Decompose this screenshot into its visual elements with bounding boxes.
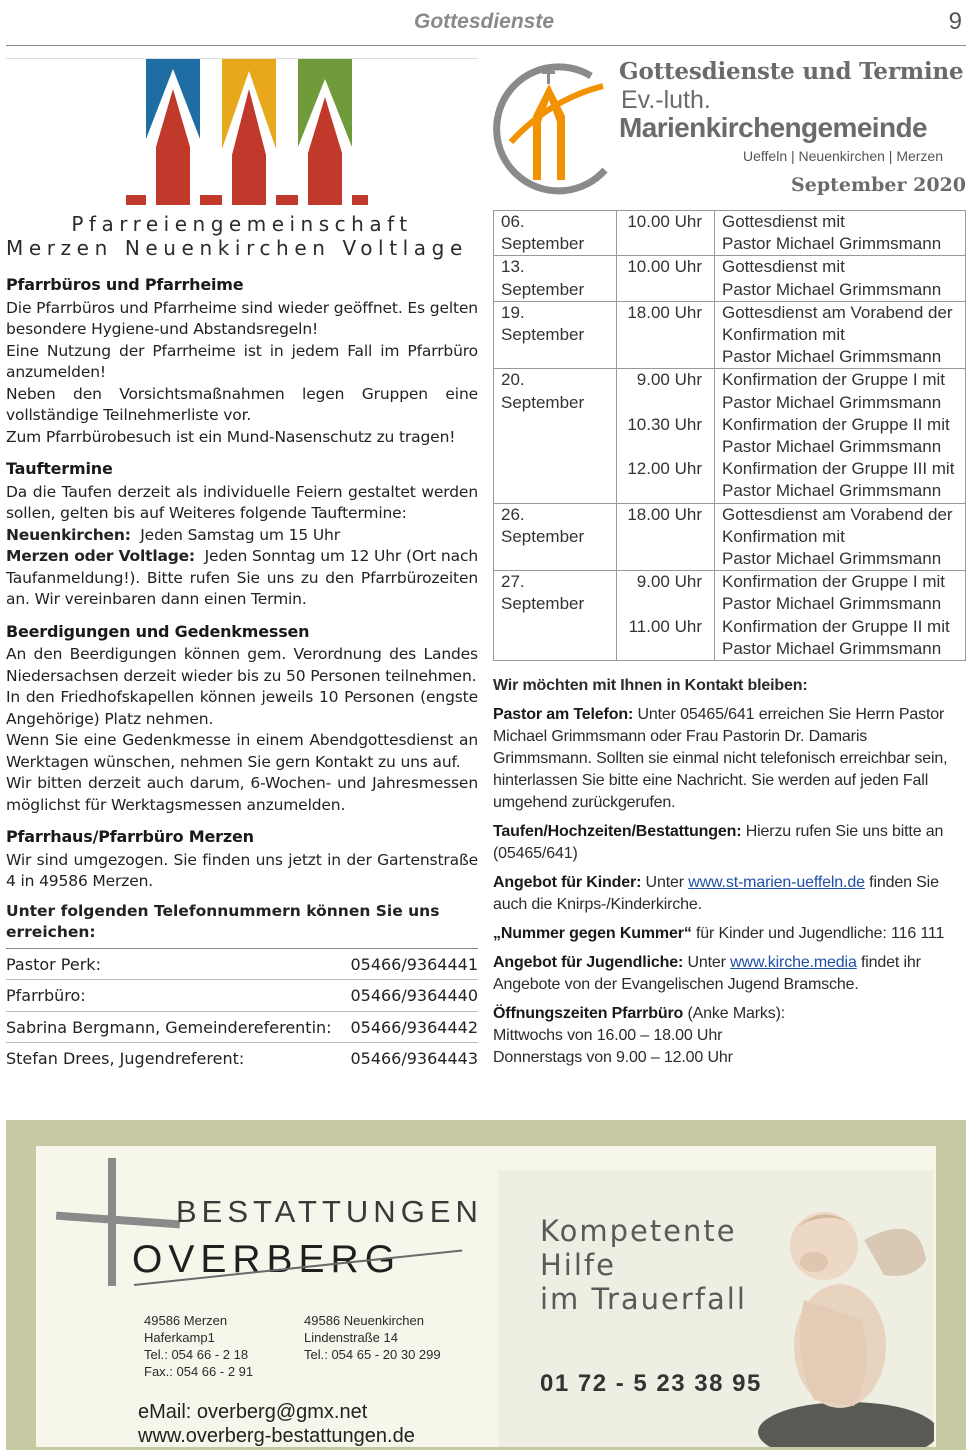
phone-row: [6, 980, 478, 1012]
address-line: Tel.: 054 65 - 20 30 299: [304, 1347, 441, 1362]
text: Jeden Sonntag um 12 Uhr (Ort nach Taufanmeldung!). Bitte rufen Sie uns zu den Pfarrbürozeiten an. Wir vereinbaren dann einen Termin.: [6, 547, 478, 608]
schedule-date: 06. September: [494, 211, 617, 256]
text: Jeden Samstag um 15 Uhr: [140, 525, 340, 544]
heading-tauftermine: Tauftermine: [6, 459, 113, 478]
logo-title: Gottesdienste und Termine: [619, 58, 964, 85]
schedule-description: Konfirmation der Gruppe I mit Pastor Michael Grimmsmann Konfirmation der Gruppe II mit Pastor Michael Grimmsmann: [715, 571, 966, 661]
marienkirche-logo: [493, 58, 966, 208]
heading-pfarrbueros: Pfarrbüros und Pfarrheime: [6, 275, 244, 294]
paragraph: Wir bitten derzeit auch darum, 6-Wochen- und Jahresmessen möglichst für Werktagsmessen anzumelden.: [6, 774, 478, 814]
pfarreiengemeinschaft-logo: [6, 58, 478, 208]
kirche-media-link[interactable]: www.kirche.media: [730, 954, 857, 972]
heading-beerdigungen: Beerdigungen und Gedenkmessen: [6, 621, 310, 641]
heading-pfarrhaus: Pfarrhaus/Pfarrbüro Merzen: [6, 827, 254, 846]
schedule-date: 20. September: [494, 369, 617, 503]
address-line: Tel.: 054 66 - 2 18: [144, 1347, 249, 1362]
address-line: Haferkamp1: [144, 1330, 215, 1345]
phones-heading: Unter folgenden Telefonnummern können Sie uns erreichen:: [6, 901, 478, 949]
schedule-time: [617, 571, 715, 661]
time-line: [624, 392, 702, 414]
ad-brand-name: OVERBERG: [132, 1238, 402, 1281]
ad-email[interactable]: eMail: overberg@gmx.net: [138, 1401, 368, 1423]
ad-panel: [36, 1146, 936, 1447]
schedule-row: [494, 301, 966, 369]
schedule-description: Gottesdienst am Vorabend der Konfirmation mit Pastor Michael Grimmsmann: [715, 301, 966, 369]
label: Pastor am Telefon:: [493, 706, 634, 724]
time-line: 10.30 Uhr: [627, 414, 702, 434]
schedule-time: [617, 301, 715, 369]
ad-right-panel: [498, 1170, 934, 1447]
logo-places: Ueffeln | Neuenkirchen | Merzen: [743, 148, 944, 164]
label: Angebot für Kinder:: [493, 874, 642, 892]
paragraph: An den Beerdigungen können gem. Verordnung des Landes Niedersachsen derzeit wieder bis zu 50 Personen teilnehmen.: [6, 645, 478, 685]
time-line: 10.00 Uhr: [627, 212, 702, 231]
text: Unter: [683, 954, 731, 972]
contact-item: [493, 821, 966, 865]
st-marien-link[interactable]: www.st-marien-ueffeln.de: [688, 874, 865, 892]
text: Unter: [641, 874, 689, 892]
address-line: Lindenstraße 14: [304, 1330, 398, 1345]
paragraph: Eine Nutzung der Pfarrheime ist in jedem Fall im Pfarrbüro anzumelden!: [6, 341, 478, 381]
logo-places: Merzen Neuenkirchen Voltlage: [6, 236, 468, 260]
funeral-ad: [6, 1120, 966, 1450]
schedule-time: [617, 211, 715, 256]
opening-hours-line: Donnerstags von 9.00 – 12.00 Uhr: [493, 1049, 733, 1067]
time-line: 18.00 Uhr: [627, 302, 702, 322]
logo-subtitle: Ev.-luth.: [621, 86, 711, 114]
schedule-time: [617, 256, 715, 301]
label: „Nummer gegen Kummer“: [493, 925, 692, 943]
schedule-row: [494, 256, 966, 301]
time-line: 18.00 Uhr: [627, 504, 702, 524]
schedule-time: [617, 503, 715, 571]
schedule-description: Konfirmation der Gruppe I mit Pastor Michael Grimmsmann Konfirmation der Gruppe II mit Pastor Michael Grimmsmann Konfirmation der Gruppe III mit Pastor Michael Grimmsmann: [715, 369, 966, 503]
schedule-date: 19. September: [494, 301, 617, 369]
ad-address-neuenkirchen: [304, 1312, 441, 1363]
page-header: [6, 0, 966, 46]
section-title: Gottesdienste: [414, 10, 555, 33]
slogan-line: Kompetente: [540, 1214, 737, 1248]
left-body: [6, 274, 478, 1074]
logo-month: September 2020: [791, 174, 966, 196]
ad-slogan: [540, 1214, 747, 1316]
logo-congregation: Marienkirchengemeinde: [619, 112, 927, 143]
contact-item: [493, 704, 966, 814]
contact-item: [493, 872, 966, 916]
schedule-description: Gottesdienst mit Pastor Michael Grimmsmann: [715, 211, 966, 256]
paragraph: In den Friedhofskapellen können jeweils 10 Personen (engste Angehörige) Platz nehmen.: [6, 688, 478, 728]
schedule-time: [617, 369, 715, 503]
phone-row: [6, 1012, 478, 1044]
label: Merzen oder Voltlage:: [6, 547, 195, 565]
ad-website[interactable]: www.overberg-bestattungen.de: [138, 1425, 415, 1447]
schedule-row: [494, 369, 966, 503]
logo-title: Pfarreiengemeinschaft: [71, 212, 413, 236]
phone-number: 05466/9364440: [350, 986, 478, 1005]
label: Neuenkirchen:: [6, 525, 131, 544]
schedule-date: 27. September: [494, 571, 617, 661]
text: für Kinder und Jugendliche: 116 111: [691, 925, 945, 943]
phone-number: 05466/9364441: [350, 954, 478, 974]
time-line: 9.00 Uhr: [636, 370, 702, 390]
schedule-description: Gottesdienst mit Pastor Michael Grimmsmann: [715, 256, 966, 301]
paragraph: Die Pfarrbüros und Pfarrheime sind wieder geöffnet. Es gelten besondere Hygiene-und Abstandsregeln!: [6, 298, 478, 338]
address-line: 49586 Neuenkirchen: [304, 1313, 424, 1328]
opening-hours-line: Mittwochs von 16.00 – 18.00 Uhr: [493, 1027, 723, 1045]
angel-statue-image: [744, 1170, 934, 1447]
label: Öffnungszeiten Pfarrbüro: [493, 1005, 684, 1023]
schedule-row: [494, 571, 966, 661]
phone-name: Stefan Drees, Jugendreferent:: [6, 1049, 245, 1068]
contact-section: [493, 675, 966, 1069]
phone-name: Pastor Perk:: [6, 954, 101, 974]
slogan-line: Hilfe: [540, 1248, 616, 1282]
ad-phone[interactable]: 01 72 - 5 23 38 95: [540, 1370, 762, 1397]
schedule-description: Gottesdienst am Vorabend der Konfirmation mit Pastor Michael Grimmsmann: [715, 503, 966, 571]
phone-number: 05466/9364442: [350, 1017, 478, 1037]
contact-item: [493, 1003, 966, 1025]
cross-bar: [56, 1212, 180, 1229]
paragraph: [6, 525, 478, 547]
page-number: 9: [948, 8, 962, 35]
label: Taufen/Hochzeiten/Bestattungen:: [493, 823, 742, 841]
slogan-line: im Trauerfall: [540, 1282, 747, 1316]
paragraph: Neben den Vorsichtsmaßnahmen legen Gruppen eine vollständige Teilnehmerliste vor.: [6, 384, 478, 424]
contact-heading: Wir möchten mit Ihnen in Kontakt bleiben:: [493, 677, 808, 695]
time-line: [624, 593, 702, 615]
text: finden Sie auch die Knirps-/Kinderkirche.: [493, 874, 939, 914]
phone-name: Sabrina Bergmann, Gemeindereferentin:: [6, 1017, 332, 1037]
ad-brand-top: BESTATTUNGEN: [176, 1194, 483, 1229]
address-line: Fax.: 054 66 - 2 91: [144, 1364, 254, 1379]
paragraph: Da die Taufen derzeit als individuelle Feiern gestaltet werden sollen, gelten bis auf Weiteres folgende Tauftermine:: [6, 482, 478, 522]
ad-address-merzen: [144, 1312, 253, 1380]
text: (Anke Marks):: [683, 1005, 786, 1023]
contact-item: [493, 923, 966, 945]
text: findet ihr Angebote von der Evangelischen Jugend Bramsche.: [493, 954, 921, 994]
schedule-date: 13. September: [494, 256, 617, 301]
paragraph: Wenn Sie eine Gedenkmesse in einem Abendgottesdienst an Werktagen wünschen, nehmen Sie gern Kontakt zu uns auf.: [6, 731, 478, 771]
schedule-row: [494, 503, 966, 571]
time-line: 11.00 Uhr: [628, 616, 702, 636]
phone-number: 05466/9364443: [350, 1049, 478, 1068]
schedule-table: [493, 210, 966, 661]
paragraph: Wir sind umgezogen. Sie finden uns jetzt in der Gartenstraße 4 in 49586 Merzen.: [6, 850, 478, 890]
time-line: 10.00 Uhr: [627, 257, 702, 277]
time-line: [624, 436, 702, 458]
paragraph: [6, 546, 478, 611]
phone-row: [6, 949, 478, 981]
left-column: [6, 58, 478, 1074]
schedule-row: [494, 211, 966, 256]
time-line: 9.00 Uhr: [636, 572, 702, 592]
contact-item: [493, 952, 966, 996]
label: Angebot für Jugendliche:: [493, 954, 684, 972]
right-column: [493, 58, 966, 1069]
text: Unter 05465/641 erreichen Sie Herrn Pastor Michael Grimmsmann oder Frau Pastorin Dr. Damaris Grimmsmann. Sollten sie einmal nicht telefonisch erreichbar sein, hinterlassen Sie bitte eine Nachricht. Sie werden auf jeden Fall umgehend zurückgerufen.: [493, 706, 948, 812]
church-towers-logo-icon: [126, 59, 368, 207]
phone-name: Pfarrbüro:: [6, 986, 86, 1005]
church-circle-logo-icon: [493, 60, 619, 200]
text: Hierzu rufen Sie uns bitte an (05465/641): [493, 823, 944, 863]
phone-row: [6, 1043, 478, 1074]
time-line: 12.00 Uhr: [627, 459, 702, 479]
paragraph: Zum Pfarrbürobesuch ist ein Mund-Nasenschutz zu tragen!: [6, 427, 456, 446]
address-line: 49586 Merzen: [144, 1313, 228, 1328]
schedule-date: 26. September: [494, 503, 617, 571]
